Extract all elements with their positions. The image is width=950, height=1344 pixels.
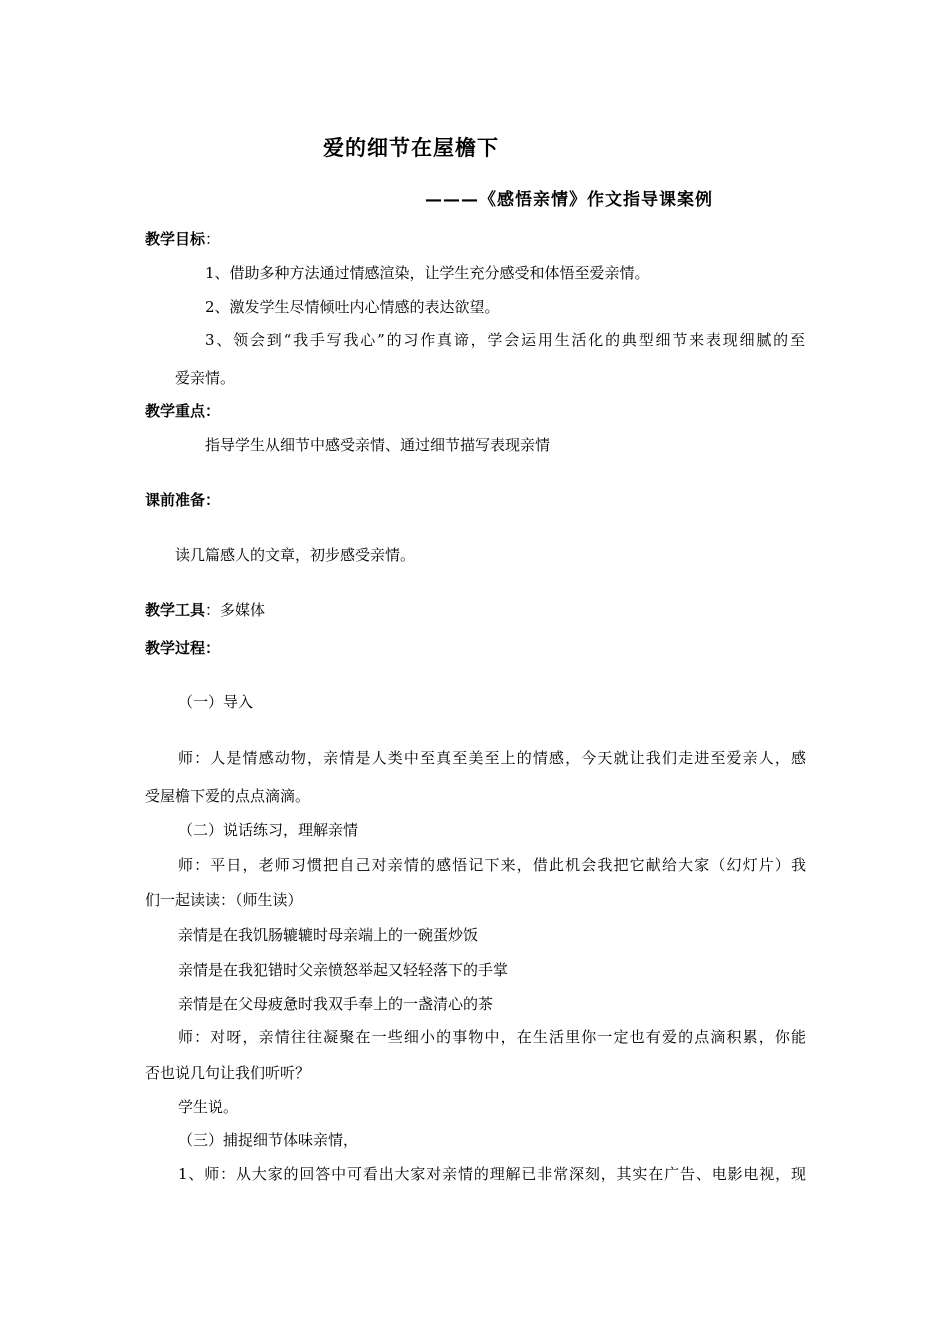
process-line: 亲情是在我犯错时父亲愤怒举起又轻轻落下的手掌 [178, 961, 509, 979]
process-section-intro: （一）导入 [178, 693, 254, 711]
process-line: 受屋檐下爱的点点滴滴。 [145, 787, 311, 805]
goal-item-1: 1、借助多种方法通过情感渲染，让学生充分感受和体悟至爱亲情。 [205, 264, 650, 282]
process-section-details: （三）捕捉细节体味亲情， [178, 1131, 359, 1149]
goal-item-3: 3、领会到“我手写我心”的习作真谛，学会运用生活化的典型细节来表现细腻的至 [205, 331, 805, 349]
process-line: 们一起读读：（师生读） [145, 891, 303, 909]
goal-item-2: 2、激发学生尽情倾吐内心情感的表达欲望。 [205, 298, 500, 316]
process-line: 师：人是情感动物，亲情是人类中至真至美至上的情感，今天就让我们走进至爱亲人，感 [178, 749, 806, 767]
preparation-heading: 课前准备： [145, 491, 221, 509]
process-line: 亲情是在我饥肠辘辘时母亲端上的一碗蛋炒饭 [178, 926, 479, 944]
goals-colon: ： [205, 230, 221, 248]
process-line: 学生说。 [178, 1098, 239, 1116]
process-section-speaking: （二）说话练习，理解亲情 [178, 821, 359, 839]
process-line: 1、师：从大家的回答中可看出大家对亲情的理解已非常深刻，其实在广告、电影电视，现 [178, 1165, 806, 1183]
key-points-text: 指导学生从细节中感受亲情、通过细节描写表现亲情 [205, 436, 551, 454]
process-line: 亲情是在父母疲惫时我双手奉上的一盏清心的茶 [178, 995, 494, 1013]
goals-heading: 教学目标 [145, 230, 206, 248]
key-points-heading: 教学重点： [145, 402, 221, 420]
tools-heading: 教学工具 [145, 601, 206, 619]
process-heading: 教学过程： [145, 639, 221, 657]
goal-item-3-continued: 爱亲情。 [175, 369, 236, 387]
preparation-text: 读几篇感人的文章，初步感受亲情。 [175, 546, 416, 564]
document-subtitle: ———《感悟亲情》作文指导课案例 [425, 190, 713, 210]
goals-heading-row [145, 229, 220, 249]
document-title: 爱的细节在屋檐下 [323, 136, 499, 160]
process-line: 师：平日，老师习惯把自己对亲情的感悟记下来，借此机会我把它献给大家（幻灯片）我 [178, 856, 806, 874]
process-line: 师：对呀，亲情往往凝聚在一些细小的事物中，在生活里你一定也有爱的点滴积累，你能 [178, 1028, 806, 1046]
tools-row [145, 600, 265, 620]
process-line: 否也说几句让我们听听？ [145, 1064, 311, 1082]
tools-value: ：多媒体 [205, 601, 266, 619]
